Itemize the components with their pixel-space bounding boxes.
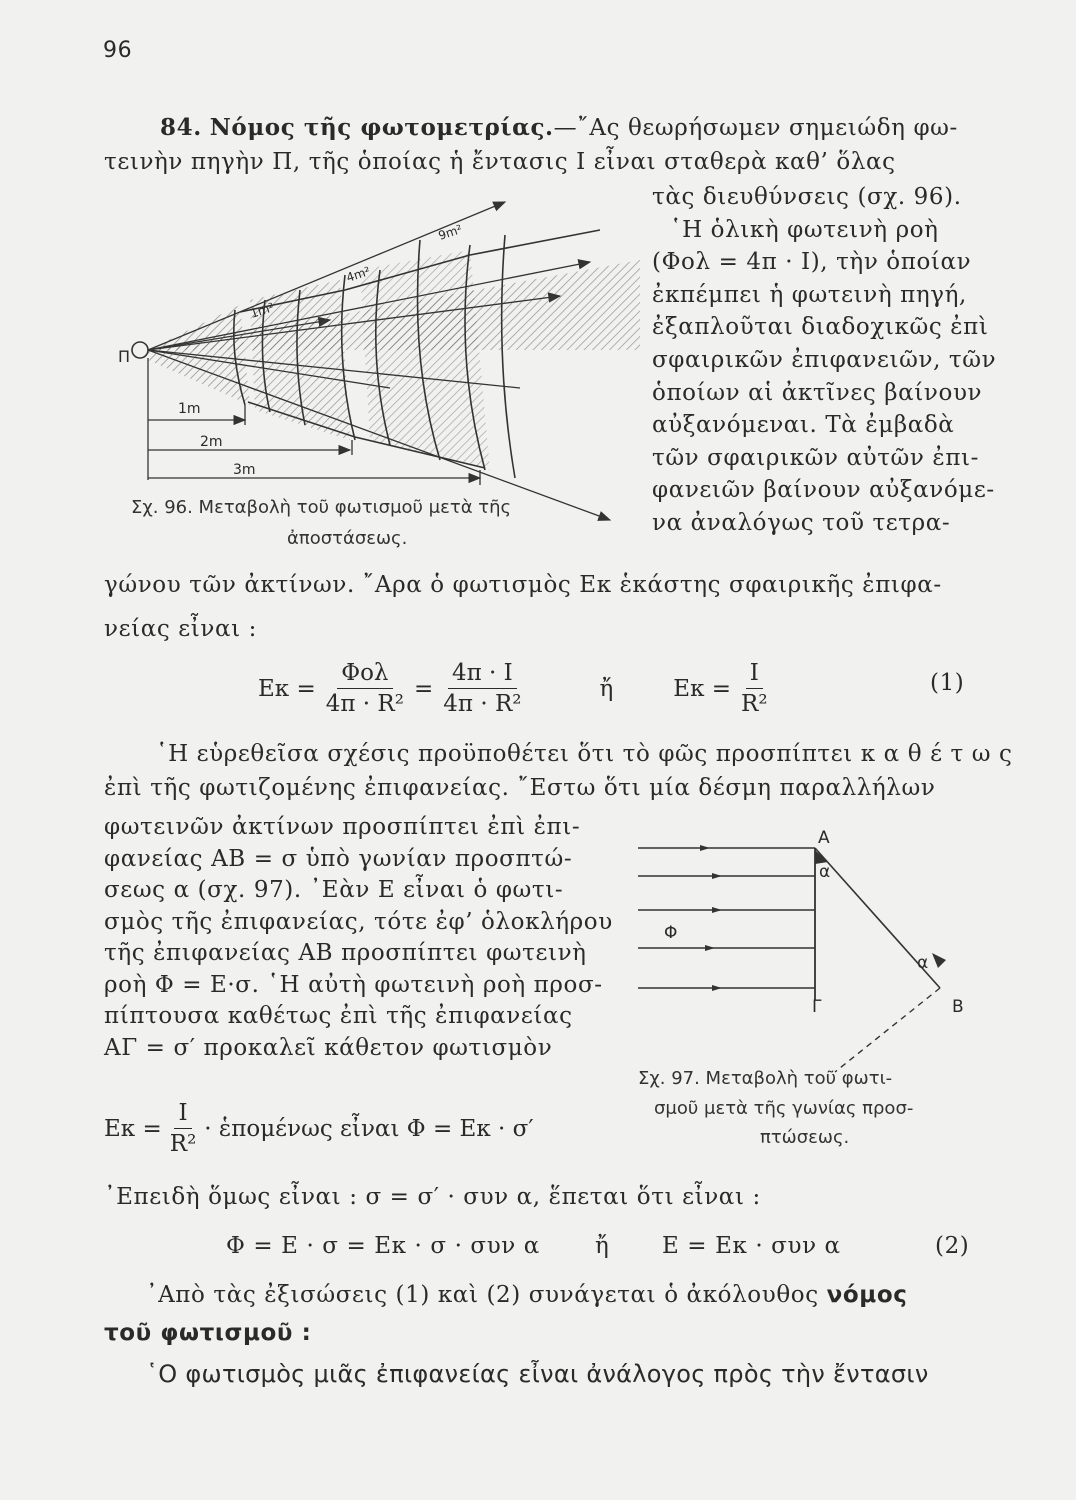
para4-text: ᾿Απὸ τὰς ἐξισώσεις (1) καὶ (2) συνάγεται ὁ ἀκόλουθος xyxy=(146,1282,819,1308)
eq2-left: Φ = Ε · σ = Εκ · σ · συν α xyxy=(226,1233,540,1259)
fig97-caption-line1: Σχ. 97. Μεταβολὴ τοῦ φωτι- xyxy=(638,1068,893,1089)
intro-line-2: τεινὴν πηγὴν Π, τῆς ὁποίας ἡ ἔντασις I εἶναι σταθερὰ καθ’ ὅλας xyxy=(104,149,896,175)
law-statement: ῾Ο φωτισμὸς μιᾶς ἐπιφανείας εἶναι ἀνάλογος πρὸς τὴν ἔντασιν xyxy=(146,1360,929,1388)
fig97-caption-line2: σμοῦ μετὰ τῆς γωνίας προσ- xyxy=(654,1098,914,1119)
para3-line1: ᾿Επειδὴ ὅμως εἶναι : σ = σ′ · συν α, ἕπεται ὅτι εἶναι : xyxy=(104,1184,761,1210)
eq1-lhs2: Εκ = xyxy=(673,675,732,702)
fig97-label-alpha1: α xyxy=(819,862,831,882)
right-col-line: ῾Η ὁλικὴ φωτεινὴ ροὴ xyxy=(670,216,939,243)
section-title: Νόμος τῆς φωτομετρίας. xyxy=(209,114,554,141)
left-col-line: σμὸς τῆς ἐπιφανείας, τότε ἐφ’ ὁλοκλήρου xyxy=(104,908,613,935)
right-col-line: ὁποίων αἱ ἀκτῖνες βαίνουν xyxy=(652,379,983,406)
eq2-tag: (2) xyxy=(935,1233,970,1259)
label-1m2: 1m² xyxy=(248,300,276,321)
right-col-line: φανειῶν βαίνουν αὐξανόμε- xyxy=(652,477,995,504)
intro-line-1: —῎Ας θεωρήσωμεν σημειώδη φω- xyxy=(553,115,958,141)
right-col-line: τῶν σφαιρικῶν αὐτῶν ἐπι- xyxy=(652,444,980,471)
para2-line1: ῾Η εὑρεθεῖσα σχέσις προϋποθέτει ὅτι τὸ φῶς προσπίπτει κ α θ έ τ ω ς xyxy=(156,741,1013,767)
fig97-label-a: A xyxy=(818,828,830,848)
eq2-right: Ε = Εκ · συν α xyxy=(662,1233,841,1259)
eq1-tag: (1) xyxy=(930,670,965,696)
fig96-caption-line2: ἀποστάσεως. xyxy=(287,528,408,549)
page-number: 96 xyxy=(103,38,133,63)
left-col-line: ΑΓ = σ′ προκαλεῖ κάθετον φωτισμὸν xyxy=(104,1034,553,1061)
eq1-f2-den: 4π · R² xyxy=(443,691,522,717)
eq1-lhs: Εκ = xyxy=(258,675,316,702)
right-col-line: ἐξαπλοῦται διαδοχικῶς ἐπὶ xyxy=(652,314,989,341)
label-source-pi: Π xyxy=(118,347,131,366)
fig97-label-b: B xyxy=(952,997,964,1017)
label-4m2: 4m² xyxy=(344,264,372,285)
left-col-line: τῆς ἐπιφανείας ΑΒ προσπίπτει φωτεινὴ xyxy=(104,940,587,966)
left-col-line: σεως α (σχ. 97). ᾿Εὰν Ε εἶναι ὁ φωτι- xyxy=(104,877,564,903)
eq1-f1-num: Φολ xyxy=(337,660,392,689)
right-col-line: να ἀναλόγως τοῦ τετρα- xyxy=(652,509,951,536)
right-col-line: (Φολ = 4π · I), τὴν ὁποίαν xyxy=(652,249,972,276)
eq1-or: ἤ xyxy=(599,675,614,702)
eq1-f1-den: 4π · R² xyxy=(325,691,404,717)
eq1-f3-num: I xyxy=(746,660,763,689)
eq2-or: ἤ xyxy=(595,1233,610,1259)
para4-line1 xyxy=(146,1284,907,1307)
inline-eq-den: R² xyxy=(169,1131,197,1157)
eq1-equals: = xyxy=(413,675,434,702)
right-col-line: σφαιρικῶν ἐπιφανειῶν, τῶν xyxy=(652,346,997,373)
label-9m2: 9m² xyxy=(436,222,464,243)
para2-line2: ἐπὶ τῆς φωτιζομένης ἐπιφανείας. ῎Εστω ὅτι μία δέσμη παραλλήλων xyxy=(104,775,936,801)
right-col-line: τὰς διευθύνσεις (σχ. 96). xyxy=(652,184,962,210)
para4-bold2: τοῦ φωτισμοῦ : xyxy=(104,1320,312,1346)
eq1-f2-num: 4π · I xyxy=(448,660,517,689)
fig97-label-phi: Φ xyxy=(664,923,678,943)
inline-eq-rest: · ἑπομένως εἶναι Φ = Εκ · σ′ xyxy=(204,1115,534,1142)
eq1-f3-den: R² xyxy=(741,691,768,717)
inline-eq-lhs: Εκ = xyxy=(104,1115,162,1142)
fig97-label-gamma: Γ xyxy=(812,997,822,1017)
section-number: 84. xyxy=(160,114,202,141)
label-3m: 3m xyxy=(233,462,256,478)
left-col-line: ροὴ Φ = Ε·σ. ῾Η αὐτὴ φωτεινὴ ροὴ προσ- xyxy=(104,971,603,998)
label-2m: 2m xyxy=(200,434,223,450)
left-col-line: φανείας ΑΒ = σ ὑπὸ γωνίαν προσπτώ- xyxy=(104,845,573,872)
label-1m: 1m xyxy=(178,401,201,417)
fig97-label-alpha2: α xyxy=(917,953,929,973)
after-fig-line2: νείας εἶναι : xyxy=(104,616,257,642)
inline-eq-num: I xyxy=(174,1100,191,1129)
left-col-line: φωτεινῶν ἀκτίνων προσπίπτει ἐπὶ ἐπι- xyxy=(104,814,581,840)
fig96-caption-line1: Σχ. 96. Μεταβολὴ τοῦ φωτισμοῦ μετὰ τῆς xyxy=(131,497,512,518)
fig97-caption-line3: πτώσεως. xyxy=(760,1127,850,1148)
para4-bold1: νόμος xyxy=(826,1282,908,1308)
right-col-line: αὐξανόμεναι. Τὰ ἐμβαδὰ xyxy=(652,412,955,439)
right-col-line: ἐκπέμπει ἡ φωτεινὴ πηγή, xyxy=(652,281,967,308)
after-fig-line1: γώνου τῶν ἀκτίνων. ῎Αρα ὁ φωτισμὸς Εκ ἑκάστης σφαιρικῆς ἐπιφα- xyxy=(104,572,942,598)
left-col-line: πίπτουσα καθέτως ἐπὶ τῆς ἐπιφανείας xyxy=(104,1003,573,1029)
